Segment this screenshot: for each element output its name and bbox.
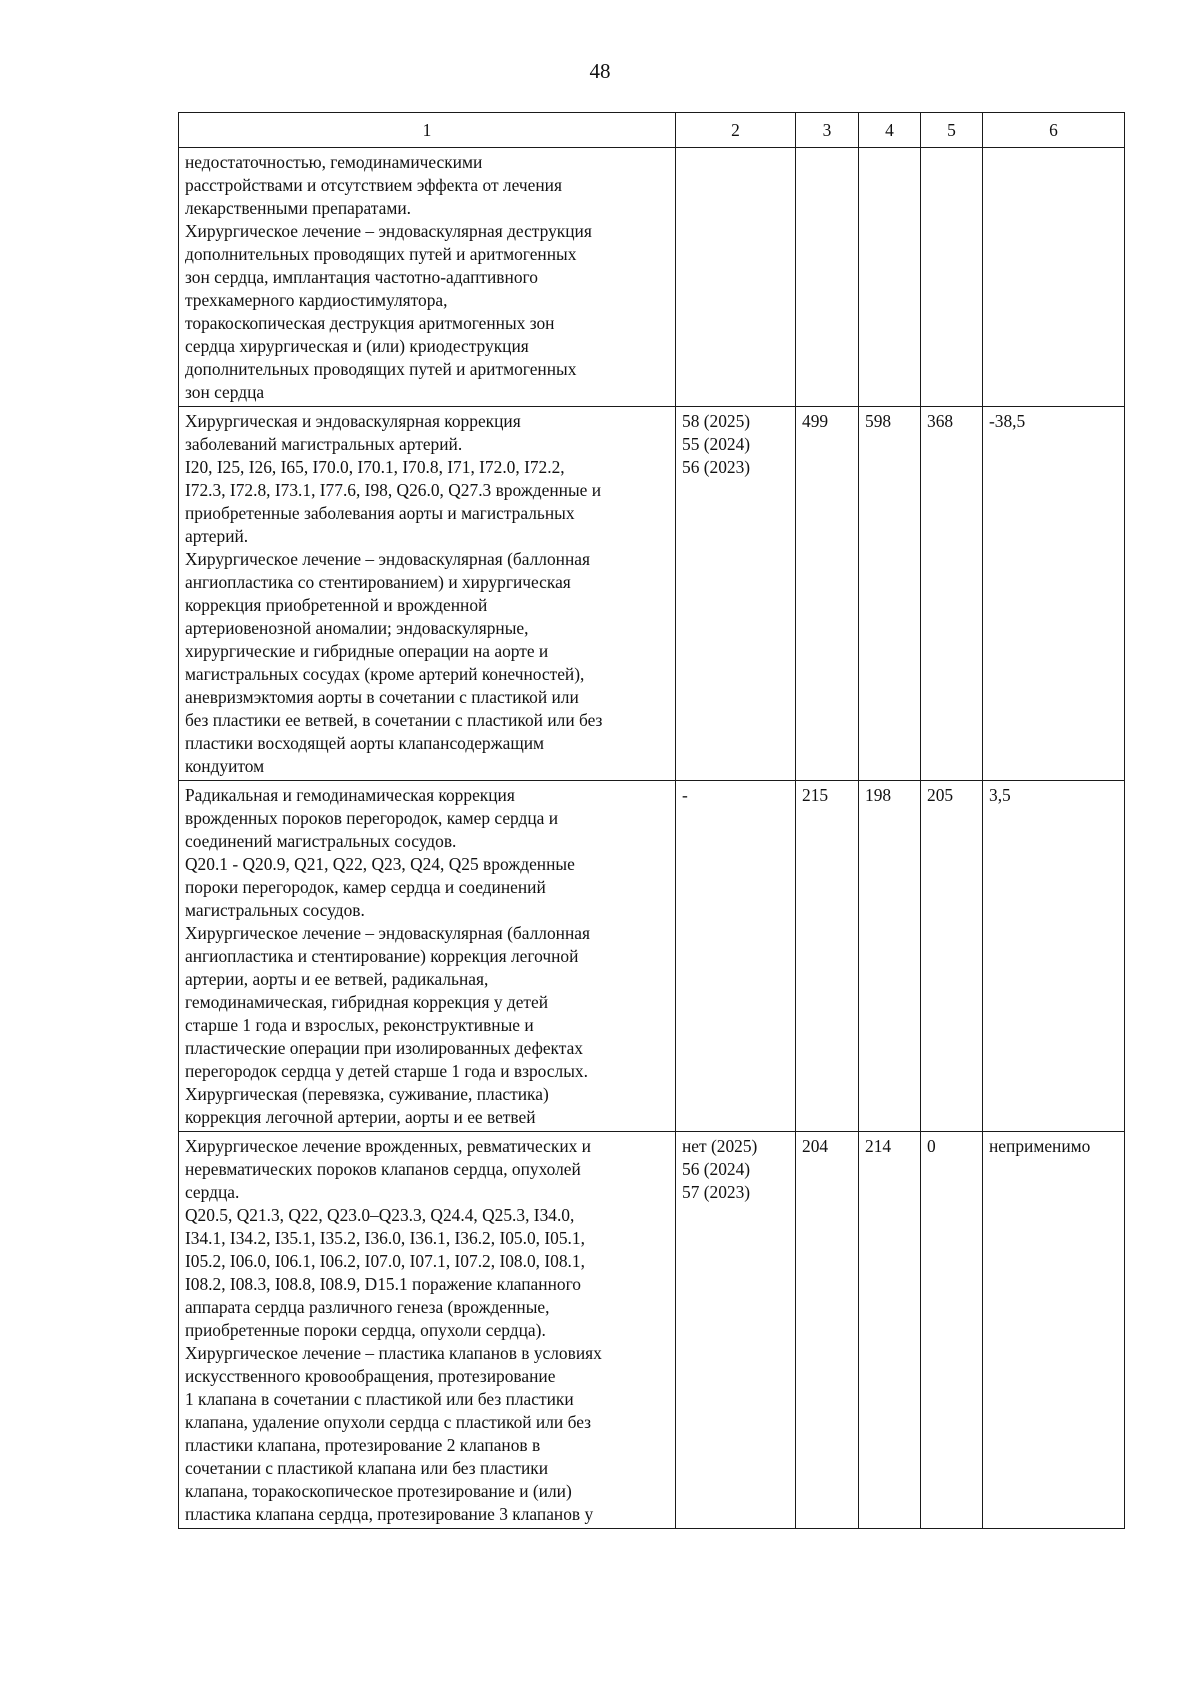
- description-line: ангиопластика со стентированием) и хирургическая: [185, 572, 571, 592]
- description-line: приобретенные пороки сердца, опухоли сердца).: [185, 1320, 546, 1340]
- description-line: пластики восходящей аорты клапансодержащим: [185, 733, 545, 753]
- description-line: дополнительных проводящих путей и аритмогенных: [185, 359, 577, 379]
- description-line: трехкамерного кардиостимулятора,: [185, 290, 448, 310]
- column-6-cell: [983, 148, 1125, 407]
- description-line: Хирургическое лечение – эндоваскулярная (баллонная: [185, 549, 590, 569]
- description-cell: [179, 407, 676, 781]
- column-5-cell: 205: [921, 781, 983, 1132]
- description-line: гемодинамическая, гибридная коррекция у детей: [185, 992, 549, 1012]
- description-line: заболеваний магистральных артерий.: [185, 434, 463, 454]
- column-header-6: 6: [983, 113, 1125, 148]
- description-line: Хирургическое лечение – пластика клапанов в условиях: [185, 1343, 602, 1363]
- column-2-line: -: [682, 785, 688, 805]
- column-2-line: 58 (2025): [682, 411, 751, 431]
- description-line: без пластики ее ветвей, в сочетании с пластикой или без: [185, 710, 603, 730]
- column-3-cell: 204: [796, 1132, 859, 1529]
- page-number: 48: [589, 59, 611, 83]
- description-line: коррекция легочной артерии, аорты и ее ветвей: [185, 1107, 536, 1127]
- description-line: соединений магистральных сосудов.: [185, 831, 457, 851]
- description-line: I08.2, I08.3, I08.8, I08.9, D15.1 поражение клапанного: [185, 1274, 581, 1294]
- description-line: искусственного кровообращения, протезирование: [185, 1366, 556, 1386]
- description-line: дополнительных проводящих путей и аритмогенных: [185, 244, 577, 264]
- column-2-line: 56 (2024): [682, 1159, 751, 1179]
- description-line: кондуитом: [185, 756, 265, 776]
- description-line: зон сердца: [185, 382, 265, 402]
- description-line: 1 клапана в сочетании с пластикой или без пластики: [185, 1389, 574, 1409]
- column-5-cell: 368: [921, 407, 983, 781]
- description-line: коррекция приобретенной и врожденной: [185, 595, 488, 615]
- description-line: артерии, аорты и ее ветвей, радикальная,: [185, 969, 489, 989]
- description-line: клапана, торакоскопическое протезирование и (или): [185, 1481, 572, 1501]
- column-3-cell: 499: [796, 407, 859, 781]
- column-4-cell: 214: [859, 1132, 921, 1529]
- description-line: I34.1, I34.2, I35.1, I35.2, I36.0, I36.1, I36.2, I05.0, I05.1,: [185, 1228, 585, 1248]
- description-line: зон сердца, имплантация частотно-адаптивного: [185, 267, 538, 287]
- column-6-cell: неприменимо: [983, 1132, 1125, 1529]
- table-row: [179, 407, 1125, 781]
- description-line: недостаточностью, гемодинамическими: [185, 152, 483, 172]
- description-line: I20, I25, I26, I65, I70.0, I70.1, I70.8, I71, I72.0, I72.2,: [185, 457, 565, 477]
- description-line: Q20.5, Q21.3, Q22, Q23.0–Q23.3, Q24.4, Q25.3, I34.0,: [185, 1205, 575, 1225]
- description-cell: [179, 148, 676, 407]
- table-header-row: [179, 113, 1125, 148]
- description-line: сердца.: [185, 1182, 240, 1202]
- description-line: Хирургическая и эндоваскулярная коррекция: [185, 411, 521, 431]
- column-6-cell: 3,5: [983, 781, 1125, 1132]
- description-line: приобретенные заболевания аорты и магистральных: [185, 503, 575, 523]
- description-line: перегородок сердца у детей старше 1 года и взрослых.: [185, 1061, 588, 1081]
- description-line: аппарата сердца различного генеза (врожденные,: [185, 1297, 550, 1317]
- column-2-line: 56 (2023): [682, 457, 751, 477]
- description-line: торакоскопическая деструкция аритмогенных зон: [185, 313, 555, 333]
- description-line: Q20.1 - Q20.9, Q21, Q22, Q23, Q24, Q25 врожденные: [185, 854, 575, 874]
- description-line: пластики клапана, протезирование 2 клапанов в: [185, 1435, 541, 1455]
- column-4-cell: 198: [859, 781, 921, 1132]
- column-6-cell: -38,5: [983, 407, 1125, 781]
- description-line: сердца хирургическая и (или) криодеструкция: [185, 336, 529, 356]
- description-line: аневризмэктомия аорты в сочетании с пластикой или: [185, 687, 579, 707]
- description-cell: [179, 781, 676, 1132]
- column-header-3: 3: [796, 113, 859, 148]
- column-header-2: 2: [676, 113, 796, 148]
- description-line: Хирургическое лечение – эндоваскулярная деструкция: [185, 221, 592, 241]
- description-line: клапана, удаление опухоли сердца с пластикой или без: [185, 1412, 591, 1432]
- column-2-cell: [676, 407, 796, 781]
- column-2-cell: [676, 781, 796, 1132]
- table-row: [179, 781, 1125, 1132]
- description-line: Хирургическое лечение врожденных, ревматических и: [185, 1136, 591, 1156]
- description-line: артериовенозной аномалии; эндоваскулярные,: [185, 618, 529, 638]
- description-line: врожденных пороков перегородок, камер сердца и: [185, 808, 559, 828]
- column-2-line: 57 (2023): [682, 1182, 751, 1202]
- table-row: [179, 148, 1125, 407]
- description-line: Радикальная и гемодинамическая коррекция: [185, 785, 515, 805]
- description-line: лекарственными препаратами.: [185, 198, 412, 218]
- description-cell: [179, 1132, 676, 1529]
- description-line: пороки перегородок, камер сердца и соединений: [185, 877, 546, 897]
- column-3-cell: 215: [796, 781, 859, 1132]
- column-4-cell: [859, 148, 921, 407]
- description-line: I72.3, I72.8, I73.1, I77.6, I98, Q26.0, Q27.3 врожденные и: [185, 480, 602, 500]
- description-line: ангиопластика и стентирование) коррекция легочной: [185, 946, 579, 966]
- table-row: [179, 1132, 1125, 1529]
- description-line: пластические операции при изолированных дефектах: [185, 1038, 583, 1058]
- column-header-4: 4: [859, 113, 921, 148]
- column-2-line: нет (2025): [682, 1136, 758, 1156]
- description-line: Хирургическая (перевязка, суживание, пластика): [185, 1084, 549, 1104]
- description-line: магистральных сосудов.: [185, 900, 365, 920]
- data-table: [178, 112, 1125, 1529]
- column-3-cell: [796, 148, 859, 407]
- description-line: расстройствами и отсутствием эффекта от лечения: [185, 175, 562, 195]
- column-2-cell: [676, 148, 796, 407]
- description-line: сочетании с пластикой клапана или без пластики: [185, 1458, 549, 1478]
- description-line: неревматических пороков клапанов сердца, опухолей: [185, 1159, 581, 1179]
- description-line: I05.2, I06.0, I06.1, I06.2, I07.0, I07.1, I07.2, I08.0, I08.1,: [185, 1251, 585, 1271]
- description-line: артерий.: [185, 526, 249, 546]
- column-header-1: 1: [179, 113, 676, 148]
- description-line: магистральных сосудах (кроме артерий конечностей),: [185, 664, 585, 684]
- description-line: хирургические и гибридные операции на аорте и: [185, 641, 549, 661]
- column-header-5: 5: [921, 113, 983, 148]
- column-4-cell: 598: [859, 407, 921, 781]
- column-5-cell: [921, 148, 983, 407]
- column-5-cell: 0: [921, 1132, 983, 1529]
- description-line: Хирургическое лечение – эндоваскулярная (баллонная: [185, 923, 590, 943]
- column-2-line: 55 (2024): [682, 434, 751, 454]
- description-line: старше 1 года и взрослых, реконструктивные и: [185, 1015, 534, 1035]
- description-line: пластика клапана сердца, протезирование 3 клапанов у: [185, 1504, 594, 1524]
- column-2-cell: [676, 1132, 796, 1529]
